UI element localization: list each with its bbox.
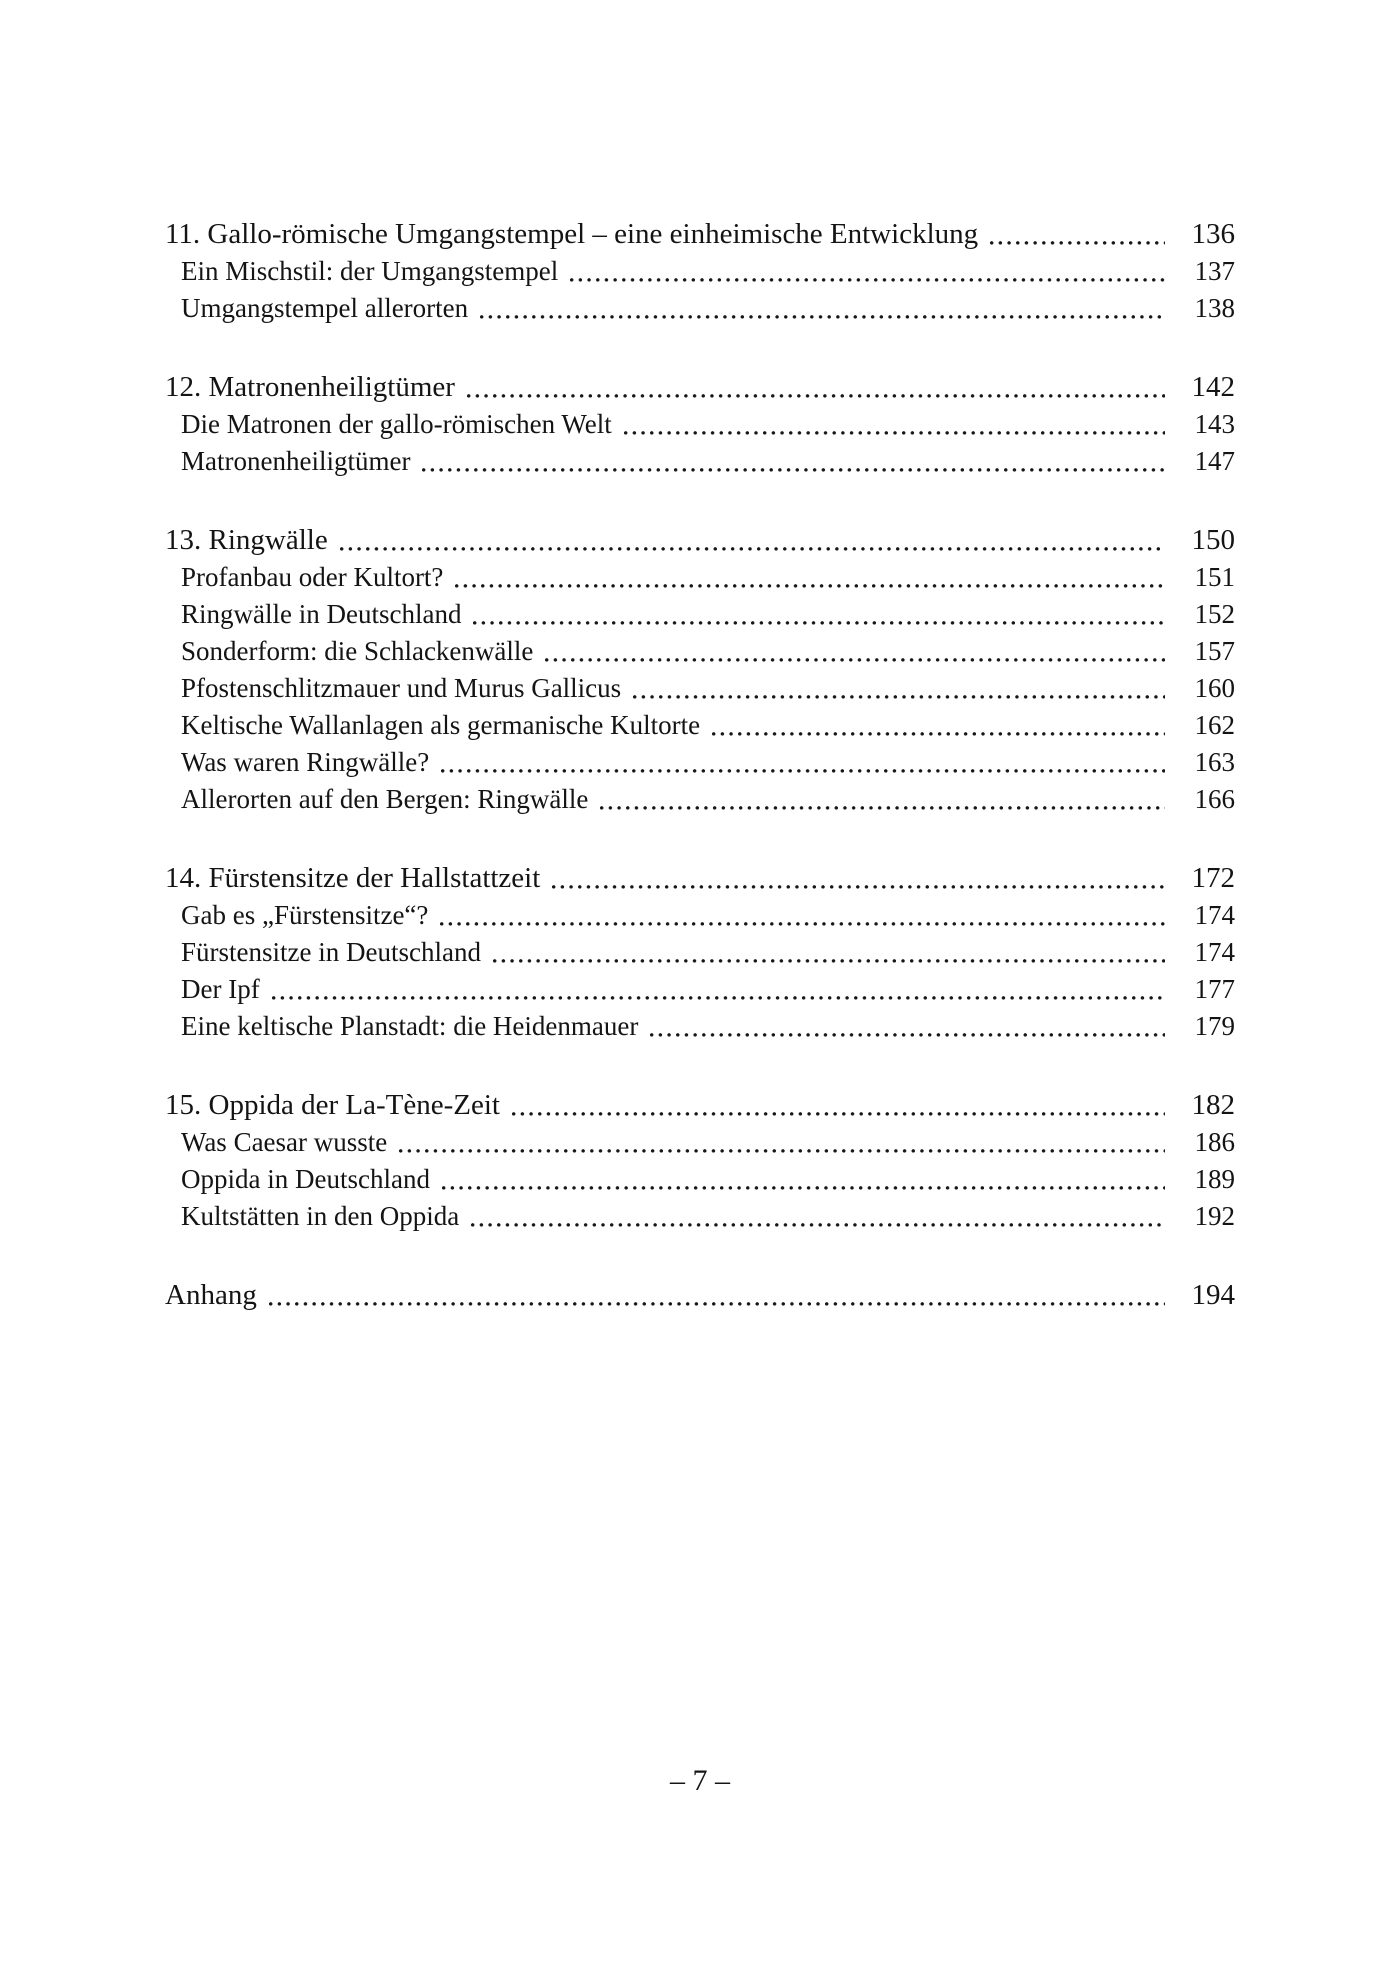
- dot-leader: [633, 695, 1165, 699]
- toc-entry-page: 151: [1194, 562, 1235, 592]
- toc-chapter-row: [165, 1277, 1235, 1314]
- toc-entry-page: 137: [1194, 256, 1235, 286]
- toc-chapter-row: [165, 369, 1235, 406]
- toc-entry-label: Was waren Ringwälle?: [181, 747, 430, 777]
- toc-sub-row: [165, 934, 1235, 971]
- toc-entry-label: Pfostenschlitzmauer und Murus Gallicus: [181, 673, 622, 703]
- toc-entry-page: 150: [1191, 524, 1235, 556]
- toc-sub-row: [165, 559, 1235, 596]
- toc-chapter-row: [165, 522, 1235, 559]
- toc-entry-page: 163: [1194, 747, 1235, 777]
- dot-leader: [480, 315, 1165, 319]
- toc-entry-label: Was Caesar wusste: [181, 1127, 388, 1157]
- toc-entry-label: 13. Ringwälle: [165, 524, 328, 556]
- toc-entry-page: 143: [1194, 409, 1235, 439]
- toc-sub-row: [165, 1008, 1235, 1045]
- toc-entry-label: Die Matronen der gallo-römischen Welt: [181, 409, 612, 439]
- dot-leader: [340, 547, 1165, 551]
- dot-leader: [650, 1033, 1165, 1037]
- toc-entry-label: Allerorten auf den Bergen: Ringwälle: [181, 784, 589, 814]
- toc-chapter-row: [165, 860, 1235, 897]
- dot-leader: [441, 769, 1165, 773]
- toc-sub-row: [165, 253, 1235, 290]
- toc-entry-page: 174: [1194, 937, 1235, 967]
- dot-leader: [570, 278, 1165, 282]
- toc-chapter-row: [165, 216, 1235, 253]
- toc-entry-page: 136: [1191, 218, 1235, 250]
- toc-sub-row: [165, 897, 1235, 934]
- dot-leader: [467, 394, 1165, 398]
- toc-entry-page: 174: [1194, 900, 1235, 930]
- toc-entry-label: Matronenheiligtümer: [181, 446, 411, 476]
- dot-leader: [512, 1112, 1165, 1116]
- toc-entry-label: Anhang: [165, 1279, 257, 1311]
- toc-entry-label: Kultstätten in den Oppida: [181, 1201, 460, 1231]
- toc-sub-row: [165, 1161, 1235, 1198]
- toc-entry-label: Gab es „Fürstensitze“?: [181, 900, 429, 930]
- toc-entry-page: 157: [1194, 636, 1235, 666]
- dot-leader: [272, 996, 1165, 1000]
- toc-sub-row: [165, 633, 1235, 670]
- toc-group-chapter-12: [165, 369, 1235, 480]
- dot-leader: [624, 431, 1165, 435]
- toc-entry-label: Eine keltische Planstadt: die Heidenmauer: [181, 1011, 639, 1041]
- dot-leader: [442, 1186, 1165, 1190]
- toc-group-chapter-13: [165, 522, 1235, 818]
- toc-chapter-row: [165, 1087, 1235, 1124]
- toc-sub-row: [165, 443, 1235, 480]
- toc-entry-page: 166: [1194, 784, 1235, 814]
- toc-entry-label: Sonderform: die Schlackenwälle: [181, 636, 534, 666]
- toc-entry-page: 189: [1194, 1164, 1235, 1194]
- toc-entry-label: 12. Matronenheiligtümer: [165, 371, 455, 403]
- toc-entry-label: Ein Mischstil: der Umgangstempel: [181, 256, 559, 286]
- toc-sub-row: [165, 1198, 1235, 1235]
- toc-sub-row: [165, 971, 1235, 1008]
- toc-entry-page: 192: [1194, 1201, 1235, 1231]
- dot-leader: [399, 1149, 1165, 1153]
- dot-leader: [545, 658, 1165, 662]
- page-footer: [0, 1762, 1400, 1799]
- toc-entry-label: Oppida in Deutschland: [181, 1164, 430, 1194]
- dot-leader: [990, 241, 1165, 245]
- toc-entry-label: Umgangstempel allerorten: [181, 293, 469, 323]
- toc-entry-page: 152: [1194, 599, 1235, 629]
- dot-leader: [471, 1223, 1165, 1227]
- toc-group-chapter-11: [165, 216, 1235, 327]
- toc-entry-label: Profanbau oder Kultort?: [181, 562, 444, 592]
- toc-sub-row: [165, 406, 1235, 443]
- dot-leader: [455, 584, 1165, 588]
- toc-entry-label: Der Ipf: [181, 974, 260, 1004]
- dot-leader: [422, 468, 1165, 472]
- dot-leader: [712, 732, 1165, 736]
- toc-entry-page: 147: [1194, 446, 1235, 476]
- toc-entry-label: 11. Gallo-römische Umgangstempel – eine einheimische Entwicklung: [165, 218, 979, 250]
- dot-leader: [493, 959, 1165, 963]
- toc-sub-row: [165, 707, 1235, 744]
- dot-leader: [600, 806, 1165, 810]
- toc-entry-page: 142: [1191, 371, 1235, 403]
- toc-entry-label: 14. Fürstensitze der Hallstattzeit: [165, 862, 541, 894]
- toc-entry-label: Ringwälle in Deutschland: [181, 599, 462, 629]
- toc-entry-page: 160: [1194, 673, 1235, 703]
- toc-entry-page: 179: [1194, 1011, 1235, 1041]
- toc-entry-page: 182: [1191, 1089, 1235, 1121]
- toc-entry-label: 15. Oppida der La-Tène-Zeit: [165, 1089, 500, 1121]
- toc-sub-row: [165, 744, 1235, 781]
- toc-entry-page: 186: [1194, 1127, 1235, 1157]
- toc-entry-page: 194: [1191, 1279, 1235, 1311]
- dot-leader: [552, 885, 1165, 889]
- toc-sub-row: [165, 290, 1235, 327]
- dot-leader: [473, 621, 1165, 625]
- page-number: – 7 –: [670, 1764, 730, 1797]
- toc-group-anhang: [165, 1277, 1235, 1314]
- toc-sub-row: [165, 1124, 1235, 1161]
- toc-sub-row: [165, 781, 1235, 818]
- toc-entry-label: Keltische Wallanlagen als germanische Kultorte: [181, 710, 701, 740]
- dot-leader: [440, 922, 1165, 926]
- dot-leader: [269, 1302, 1165, 1306]
- toc-entry-page: 138: [1194, 293, 1235, 323]
- toc-entry-label: Fürstensitze in Deutschland: [181, 937, 481, 967]
- toc-entry-page: 177: [1194, 974, 1235, 1004]
- toc-sub-row: [165, 670, 1235, 707]
- toc-sub-row: [165, 596, 1235, 633]
- toc-group-chapter-15: [165, 1087, 1235, 1235]
- toc-group-chapter-14: [165, 860, 1235, 1045]
- toc-entry-page: 162: [1194, 710, 1235, 740]
- toc-entry-page: 172: [1191, 862, 1235, 894]
